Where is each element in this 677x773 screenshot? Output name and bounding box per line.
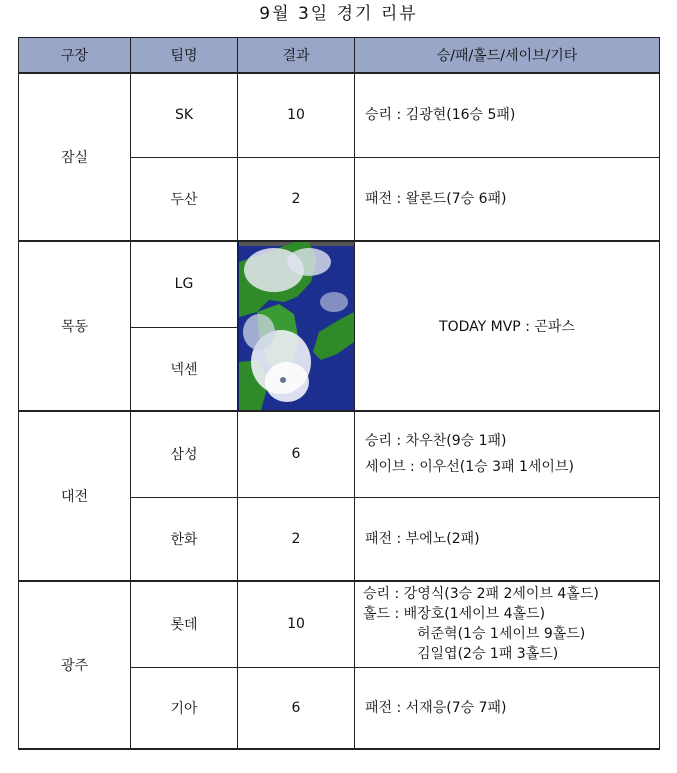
header-row	[19, 38, 660, 74]
header-team: 팀명	[131, 38, 238, 74]
score-cell: 6	[238, 411, 355, 497]
team-cell: 두산	[131, 157, 238, 241]
header-notes: 승/패/홀드/세이브/기타	[355, 38, 660, 74]
stadium-cell: 잠실	[19, 73, 131, 241]
stadium-cell: 광주	[19, 581, 131, 749]
page-title: 9월 3일 경기 리뷰	[259, 4, 418, 24]
stadium-cell: 대전	[19, 411, 131, 581]
mvp-cell: TODAY MVP : 곤파스	[355, 241, 660, 411]
note-line: 패전 : 서재응(7승 7패)	[365, 699, 507, 716]
notes-cell	[355, 411, 660, 497]
satellite-map-graphic	[239, 242, 354, 410]
note-line: 세이브 : 이우선(1승 3패 1세이브)	[365, 459, 574, 476]
table-row	[19, 241, 660, 327]
header-result: 결과	[238, 38, 355, 74]
score-cell: 10	[238, 73, 355, 157]
notes-cell	[355, 581, 660, 667]
notes-cell	[355, 157, 660, 241]
header-stadium: 구장	[19, 38, 131, 74]
score-cell: 6	[238, 667, 355, 749]
table-row	[19, 581, 660, 667]
team-cell: 삼성	[131, 411, 238, 497]
note-line: 패전 : 왈론드(7승 6패)	[365, 190, 507, 207]
table-row	[19, 411, 660, 497]
note-line: 허준혁(1승 1세이브 9홀드)	[417, 626, 586, 643]
typhoon-satellite-image	[238, 241, 355, 411]
note-line: 김일엽(2승 1패 3홀드)	[417, 646, 559, 663]
score-cell: 2	[238, 497, 355, 581]
team-cell: 기아	[131, 667, 238, 749]
note-line: 패전 : 부에노(2패)	[365, 530, 480, 547]
game-review-table	[18, 37, 660, 750]
team-cell: SK	[131, 73, 238, 157]
stadium-cell: 목동	[19, 241, 131, 411]
notes-cell	[355, 497, 660, 581]
table-row	[19, 73, 660, 157]
notes-cell	[355, 667, 660, 749]
notes-cell	[355, 73, 660, 157]
score-cell: 2	[238, 157, 355, 241]
team-cell: LG	[131, 241, 238, 327]
team-cell: 롯데	[131, 581, 238, 667]
note-line: 홀드 : 배장호(1세이브 4홀드)	[363, 606, 546, 623]
team-cell: 한화	[131, 497, 238, 581]
score-cell: 10	[238, 581, 355, 667]
note-line: 승리 : 강영식(3승 2패 2세이브 4홀드)	[363, 586, 599, 603]
note-line: 승리 : 김광현(16승 5패)	[365, 107, 516, 124]
note-line: 승리 : 차우찬(9승 1패)	[365, 433, 507, 450]
team-cell: 넥센	[131, 327, 238, 411]
